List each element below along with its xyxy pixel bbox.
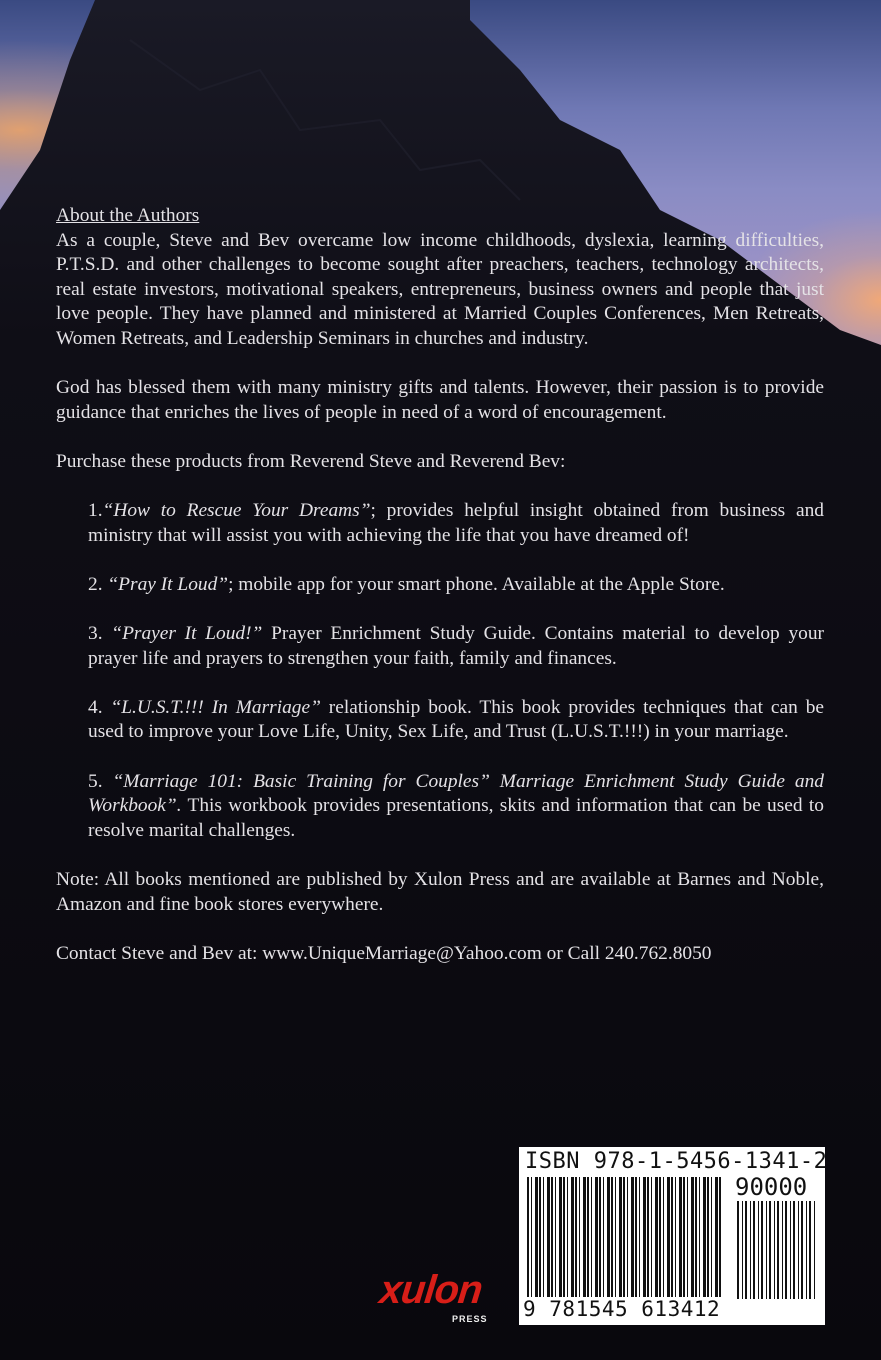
product-item-5 xyxy=(56,770,824,844)
body-text xyxy=(56,204,824,966)
product-title: “Pray It Loud” xyxy=(107,573,229,595)
about-paragraph-1: As a couple, Steve and Bev overcame low income childhoods, dyslexia, learning difficulties, P.T.S.D. and other challenges to become sought after preachers, teachers, technology architects, real estate investors, motivational speakers, entrepreneurs, business owners and people that just love people. They have planned and ministered at Married Couples Conferences, Men Retreats, Women Retreats, and Leadership Seminars in churches and industry. xyxy=(56,229,824,349)
product-description: relationship book. This book provides techniques that can be used to improve your Love Life, Unity, Sex Life, and Trust (L.U.S.T.!!!) in your marriage. xyxy=(88,696,824,743)
about-paragraph-2: God has blessed them with many ministry gifts and talents. However, their passion is to provide guidance that enriches the lives of people in need of a word of encouragement. xyxy=(56,377,824,423)
product-number: 2. xyxy=(88,573,108,595)
about-heading: About the Authors xyxy=(56,205,200,226)
product-description: ; mobile app for your smart phone. Available at the Apple Store. xyxy=(228,573,725,595)
price-addon-number: 90000 xyxy=(735,1173,808,1201)
product-title: “How to Rescue Your Dreams” xyxy=(102,500,371,522)
xulon-press-logo xyxy=(377,1268,514,1328)
logo-wordmark: xulon xyxy=(377,1268,485,1312)
product-item-1 xyxy=(56,499,824,548)
product-number: 4. xyxy=(88,696,111,718)
isbn-number: ISBN 978-1-5456-1341-2 xyxy=(525,1149,828,1174)
product-title: “L.U.S.T.!!! In Marriage” xyxy=(110,696,321,718)
publisher-note: Note: All books mentioned are published by Xulon Press and are available at Barnes and Noble, Amazon and fine book stores everywhere. xyxy=(56,869,824,915)
barcode-bars-main xyxy=(527,1177,723,1297)
ean-number: 9 781545 613412 xyxy=(523,1297,721,1321)
product-number: 3. xyxy=(88,623,112,645)
product-item-3 xyxy=(56,622,824,671)
logo-press-label: PRESS xyxy=(452,1314,488,1324)
product-description: This workbook provides presentations, skits and information that can be used to resolve marital challenges. xyxy=(88,795,824,841)
contact-line: Contact Steve and Bev at: www.UniqueMarriage@Yahoo.com or Call 240.762.8050 xyxy=(56,942,712,964)
barcode-bars-addon xyxy=(737,1201,817,1299)
product-description: ; provides helpful insight obtained from business and ministry that will assist you with achieving the life that you have dreamed of! xyxy=(88,500,825,546)
product-description: Prayer Enrichment Study Guide. Contains material to develop your prayer life and prayers to strengthen your faith, family and finances. xyxy=(88,623,824,669)
purchase-intro: Purchase these products from Reverend Steve and Reverend Bev: xyxy=(56,450,566,472)
product-number: 1. xyxy=(88,500,103,522)
product-item-2 xyxy=(56,573,824,598)
product-item-4 xyxy=(56,696,824,745)
product-title: “Marriage 101: Basic Training for Couples” Marriage Enrichment Study Guide and Workbook”. xyxy=(88,770,825,817)
isbn-barcode xyxy=(519,1147,828,1325)
product-number: 5. xyxy=(88,770,113,792)
product-title: “Prayer It Loud!” xyxy=(111,623,263,645)
